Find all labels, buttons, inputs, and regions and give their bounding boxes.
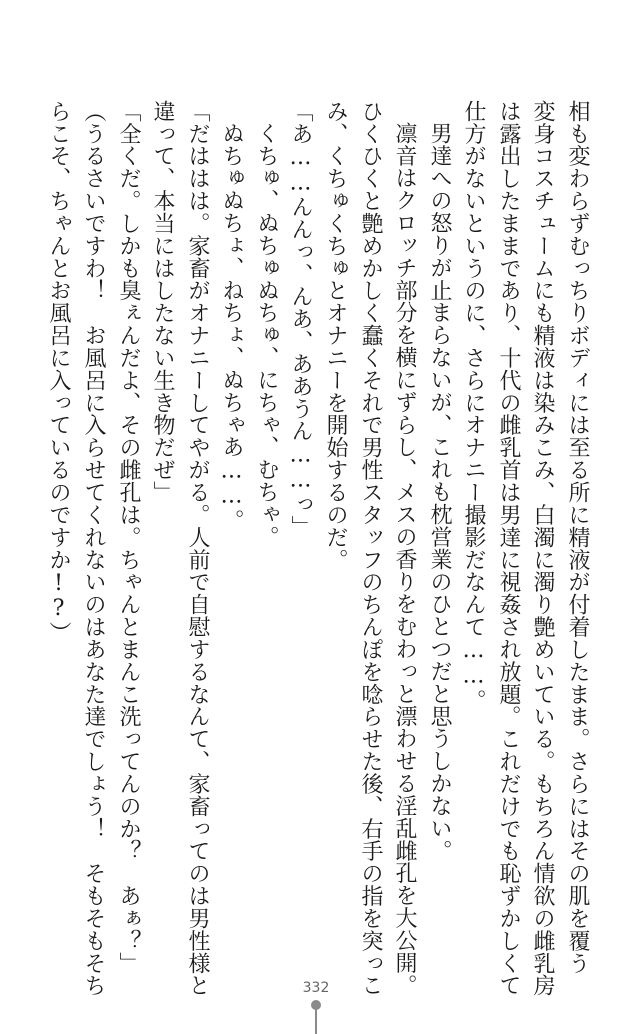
text-column: 変身コスチュームにも精液は染みこみ、白濁に濁り艶めいている。もちろん情欲の雌乳房	[530, 100, 555, 997]
folio-rule	[315, 1008, 317, 1034]
text-column: 男達への怒りが止まらないが、これも枕営業のひとつだと思うしかない。	[427, 122, 452, 862]
thought-line: （うるさいですわ！ お風呂に入らせてくれないのはあなた達でしょう！ そもそもそち	[81, 100, 106, 997]
dialogue-line: 「だははは。家畜がオナニーしてやがる。人前で自慰するなんて、家畜ってのは男性様と	[185, 100, 210, 997]
text-column: くちゅ、ぬちゅぬちゅ、にちゃ、むちゃ。	[254, 122, 279, 548]
text-column: 仕方がないというのに、さらにオナニー撮影だなんて……。	[461, 100, 486, 712]
dialogue-line: 「全くだ。しかも臭ぇんだよ、その雌孔は。ちゃんとまんこ洗ってんのか？ あぁ？」	[116, 100, 141, 975]
dialogue-line: 違って、本当にはしたない生き物だぜ」	[150, 100, 175, 504]
page-number: 332	[302, 980, 330, 996]
thought-line: らこそ、ちゃんとお風呂に入っているのですか!?）	[46, 100, 71, 645]
text-column: 相も変わらずむっちりボディには至る所に精液が付着したまま。さらにはその肌を覆う	[565, 100, 590, 975]
text-column: み、くちゅくちゅとオナニーを開始するのだ。	[323, 100, 348, 571]
text-column: ぬちゅぬちょ、ねちょ、ぬちゃあ……。	[219, 122, 244, 532]
text-column: 凛音はクロッチ部分を横にずらし、メスの香りをむわっと漂わせる淫乱雌孔を大公開。	[392, 122, 417, 997]
text-column: ひくひくと艶めかしく蠢くそれで男性スタッフのちんぽを唸らせた後、右手の指を突っこ	[358, 100, 383, 997]
dialogue-line: 「あ……んんっ、んあ、ああうん……っ」	[288, 100, 313, 538]
text-column: は露出したままであり、十代の雌乳首は男達に視姦され放題。これだけでも恥ずかしくて	[496, 100, 521, 997]
